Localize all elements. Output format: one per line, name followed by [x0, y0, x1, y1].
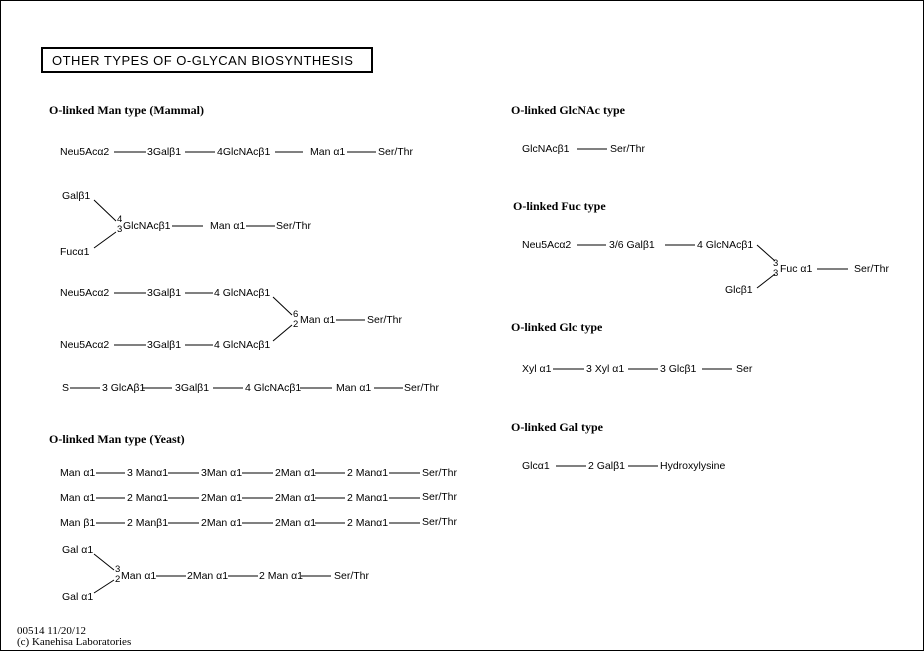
- linkage-position: 3: [117, 224, 123, 235]
- glycan-node[interactable]: 2Man α1: [275, 492, 317, 504]
- glycan-node[interactable]: 3/6 Galβ1: [609, 239, 655, 251]
- glycan-node[interactable]: Ser/Thr: [422, 516, 458, 528]
- section-gal: O-linked Gal type: [511, 420, 604, 434]
- glycan-node[interactable]: Ser: [736, 363, 753, 375]
- glycan-node[interactable]: 2 Man α1: [259, 570, 304, 582]
- glycan-node[interactable]: Ser/Thr: [610, 143, 646, 155]
- glycan-node[interactable]: Man α1: [210, 220, 246, 232]
- glycan-node[interactable]: Ser/Thr: [276, 220, 312, 232]
- glycan-node[interactable]: 2Man α1: [187, 570, 229, 582]
- glycan-node[interactable]: Man β1: [60, 517, 96, 529]
- linkage-position: 4: [117, 214, 123, 225]
- glycan-node[interactable]: 2Man α1: [201, 517, 243, 529]
- glycan-node[interactable]: Fucα1: [60, 246, 90, 258]
- glycan-node[interactable]: 3 Xyl α1: [586, 363, 625, 375]
- glycan-node[interactable]: 3Galβ1: [147, 287, 182, 299]
- glycan-node[interactable]: Neu5Acα2: [60, 146, 110, 158]
- linkage-position: 2: [293, 319, 299, 330]
- glycan-node[interactable]: Ser/Thr: [367, 314, 403, 326]
- map-title: OTHER TYPES OF O-GLYCAN BIOSYNTHESIS: [41, 47, 373, 73]
- glycan-node[interactable]: 2Man α1: [275, 517, 317, 529]
- glycan-node[interactable]: Man α1: [336, 382, 372, 394]
- glycan-node[interactable]: Xyl α1: [522, 363, 552, 375]
- section-man-mammal: O-linked Man type (Mammal): [49, 103, 204, 117]
- glycan-node[interactable]: 2 Manα1: [347, 517, 389, 529]
- glycan-node[interactable]: Neu5Acα2: [60, 287, 110, 299]
- glycan-node[interactable]: S: [62, 382, 70, 394]
- glycan-node[interactable]: Man α1: [300, 314, 336, 326]
- glycan-node[interactable]: Galβ1: [62, 190, 91, 202]
- linkage-position: 3: [115, 564, 121, 575]
- glycan-node[interactable]: 4 GlcNAcβ1: [697, 239, 754, 251]
- glycan-node[interactable]: 2Man α1: [201, 492, 243, 504]
- glycan-node[interactable]: Ser/Thr: [378, 146, 414, 158]
- glycan-node[interactable]: Gal α1: [62, 591, 94, 603]
- glycan-node[interactable]: 2 Galβ1: [588, 460, 625, 472]
- glycan-node[interactable]: 4GlcNAcβ1: [217, 146, 271, 158]
- glycan-node[interactable]: Neu5Acα2: [60, 339, 110, 351]
- glycan-node[interactable]: 3 Glcβ1: [660, 363, 697, 375]
- glycan-node[interactable]: GlcNAcβ1: [522, 143, 570, 155]
- glycan-node[interactable]: Glcα1: [522, 460, 550, 472]
- glycan-node[interactable]: 4 GlcNAcβ1: [214, 287, 271, 299]
- glycan-node[interactable]: Man α1: [121, 570, 157, 582]
- glycan-node[interactable]: Neu5Acα2: [522, 239, 572, 251]
- section-glcnac: O-linked GlcNAc type: [511, 103, 625, 117]
- linkage-position: 3: [773, 258, 779, 269]
- glycan-node[interactable]: Fuc α1: [780, 263, 813, 275]
- glycan-node[interactable]: Man α1: [60, 467, 96, 479]
- linkage-position: 3: [773, 268, 779, 279]
- glycan-node[interactable]: 4 GlcNAcβ1: [214, 339, 271, 351]
- linkage-position: 2: [115, 574, 121, 585]
- glycan-node[interactable]: 2 Manα1: [347, 467, 389, 479]
- glycan-node[interactable]: 3 GlcAβ1: [102, 382, 146, 394]
- glycan-node[interactable]: Ser/Thr: [422, 491, 458, 503]
- section-man-yeast: O-linked Man type (Yeast): [49, 432, 185, 446]
- glycan-node[interactable]: Glcβ1: [725, 284, 753, 296]
- glycan-node[interactable]: Ser/Thr: [334, 570, 370, 582]
- glycan-node[interactable]: 3Galβ1: [147, 339, 182, 351]
- glycan-node[interactable]: 2 Manβ1: [127, 517, 169, 529]
- glycan-node[interactable]: Hydroxylysine: [660, 460, 726, 472]
- glycan-node[interactable]: Ser/Thr: [404, 382, 440, 394]
- glycan-node[interactable]: Gal α1: [62, 544, 94, 556]
- glycan-node[interactable]: Man α1: [60, 492, 96, 504]
- linkage-position: 6: [293, 309, 299, 320]
- section-fuc: O-linked Fuc type: [513, 199, 606, 213]
- glycan-node[interactable]: Ser/Thr: [854, 263, 890, 275]
- glycan-node[interactable]: 2 Manα1: [347, 492, 389, 504]
- glycan-node[interactable]: 3Man α1: [201, 467, 243, 479]
- glycan-node[interactable]: 3Galβ1: [175, 382, 210, 394]
- glycan-node[interactable]: 3 Manα1: [127, 467, 169, 479]
- glycan-node[interactable]: 2Man α1: [275, 467, 317, 479]
- glycan-node[interactable]: 4 GlcNAcβ1: [245, 382, 302, 394]
- glycan-node[interactable]: 2 Manα1: [127, 492, 169, 504]
- glycan-node[interactable]: Ser/Thr: [422, 467, 458, 479]
- glycan-node[interactable]: 3Galβ1: [147, 146, 182, 158]
- glycan-node[interactable]: GlcNAcβ1: [123, 220, 171, 232]
- map-id: 00514 11/20/12: [17, 625, 86, 637]
- connector-lines: [1, 1, 923, 650]
- copyright: (c) Kanehisa Laboratories: [17, 636, 132, 648]
- glycan-node[interactable]: Man α1: [310, 146, 346, 158]
- section-glc: O-linked Glc type: [511, 320, 603, 334]
